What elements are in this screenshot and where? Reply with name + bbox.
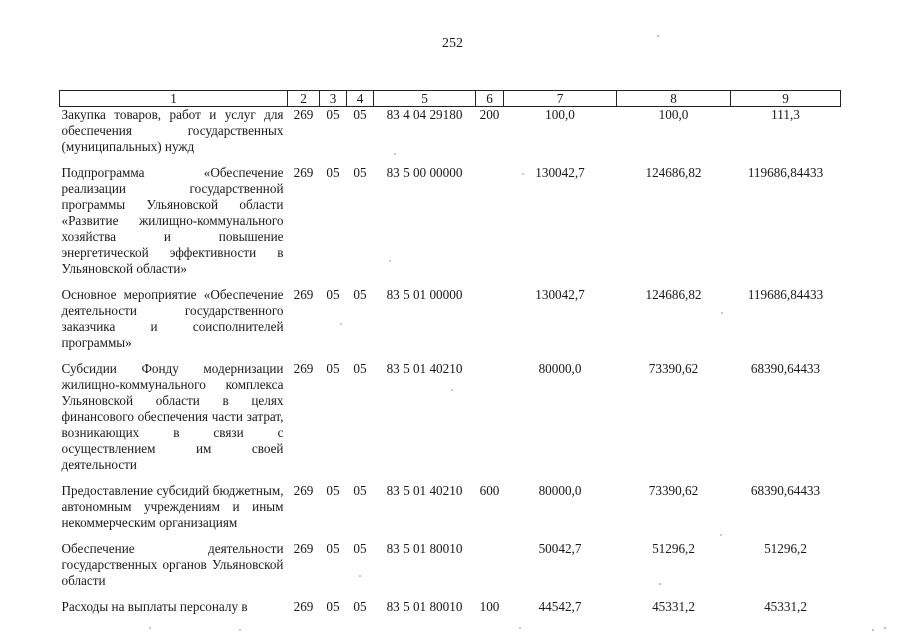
item-name: Субсидии Фонду модернизации жилищно-коммунального комплекса Ульяновской области в целях финансового обеспечения части затрат, возникающих в связи с осуществлением им своей деятельности — [61, 361, 284, 472]
amount-col-7: 50042,7 — [538, 541, 582, 556]
amount-col-9: 119686,84433 — [747, 287, 824, 302]
amount-col-9: 111,3 — [771, 107, 800, 122]
item-name: Обеспечение деятельности государственных органов Ульяновской области — [61, 541, 284, 588]
expense-type: 200 — [479, 107, 500, 122]
header-col-4: 4 — [347, 91, 374, 107]
target-article: 83 5 00 00000 — [386, 165, 463, 180]
admin-code: 269 — [293, 541, 314, 556]
expense-type — [476, 165, 504, 287]
header-col-7: 7 — [504, 91, 617, 107]
expense-type: 600 — [479, 483, 500, 498]
expense-type — [476, 361, 504, 483]
item-name: Расходы на выплаты персоналу в — [61, 599, 248, 614]
section-code: 05 — [326, 541, 340, 556]
amount-col-9: 68390,64433 — [750, 483, 821, 498]
subsection-code: 05 — [353, 287, 367, 302]
section-code: 05 — [326, 165, 340, 180]
amount-col-9: 51296,2 — [764, 541, 807, 556]
admin-code: 269 — [293, 599, 314, 614]
amount-col-7: 44542,7 — [538, 599, 582, 614]
section-code: 05 — [326, 287, 340, 302]
amount-col-9: 45331,2 — [764, 599, 807, 614]
table-row — [60, 107, 841, 166]
amount-col-7: 130042,7 — [535, 165, 585, 180]
admin-code: 269 — [293, 483, 314, 498]
section-code: 05 — [326, 361, 340, 376]
subsection-code: 05 — [353, 165, 367, 180]
table-row — [60, 165, 841, 287]
expense-type: 100 — [479, 599, 500, 614]
amount-col-8: 51296,2 — [652, 541, 695, 556]
subsection-code: 05 — [353, 483, 367, 498]
target-article: 83 5 01 80010 — [386, 541, 463, 556]
header-col-8: 8 — [617, 91, 731, 107]
section-code: 05 — [326, 599, 340, 614]
item-name: Основное мероприятие «Обеспечение деятельности государственного заказчика и соисполнителей программы» — [61, 287, 284, 350]
amount-col-8: 45331,2 — [652, 599, 695, 614]
target-article: 83 5 01 40210 — [386, 361, 463, 376]
target-article: 83 5 01 40210 — [386, 483, 463, 498]
budget-table — [59, 90, 841, 625]
item-name: Подпрограмма «Обеспечение реализации государственной программы Ульяновской области «Развитие жилищно-коммунального хозяйства и повышение энергетической эффективности в Ульяновской области» — [61, 165, 284, 276]
subsection-code: 05 — [353, 599, 367, 614]
target-article: 83 5 01 00000 — [386, 287, 463, 302]
amount-col-8: 73390,62 — [648, 361, 699, 376]
section-code: 05 — [326, 107, 340, 122]
amount-col-7: 80000,0 — [538, 483, 582, 498]
header-col-3: 3 — [320, 91, 347, 107]
table-row — [60, 483, 841, 541]
table-row — [60, 287, 841, 361]
admin-code: 269 — [293, 107, 314, 122]
admin-code: 269 — [293, 287, 314, 302]
expense-type — [476, 287, 504, 361]
admin-code: 269 — [293, 165, 314, 180]
subsection-code: 05 — [353, 361, 367, 376]
subsection-code: 05 — [353, 541, 367, 556]
header-col-1: 1 — [60, 91, 288, 107]
amount-col-7: 80000,0 — [538, 361, 582, 376]
amount-col-7: 100,0 — [545, 107, 575, 122]
item-name: Закупка товаров, работ и услуг для обеспечения государственных (муниципальных) нужд — [61, 107, 284, 154]
amount-col-8: 73390,62 — [648, 483, 699, 498]
item-name: Предоставление субсидий бюджетным, автономным учреждениям и иным некоммерческим организациям — [61, 483, 284, 530]
header-col-5: 5 — [374, 91, 476, 107]
amount-col-8: 124686,82 — [645, 287, 702, 302]
header-row — [60, 91, 841, 107]
amount-col-9: 119686,84433 — [747, 165, 824, 180]
amount-col-9: 68390,64433 — [750, 361, 821, 376]
table-row — [60, 599, 841, 625]
amount-col-8: 100,0 — [658, 107, 689, 122]
expense-type — [476, 541, 504, 599]
admin-code: 269 — [293, 361, 314, 376]
header-col-2: 2 — [288, 91, 320, 107]
table-row — [60, 541, 841, 599]
section-code: 05 — [326, 483, 340, 498]
target-article: 83 5 01 80010 — [386, 599, 463, 614]
header-col-9: 9 — [731, 91, 841, 107]
target-article: 83 4 04 29180 — [386, 107, 463, 122]
subsection-code: 05 — [353, 107, 367, 122]
page-number: 252 — [442, 36, 463, 51]
amount-col-8: 124686,82 — [645, 165, 702, 180]
amount-col-7: 130042,7 — [535, 287, 585, 302]
header-col-6: 6 — [476, 91, 504, 107]
table-row — [60, 361, 841, 483]
